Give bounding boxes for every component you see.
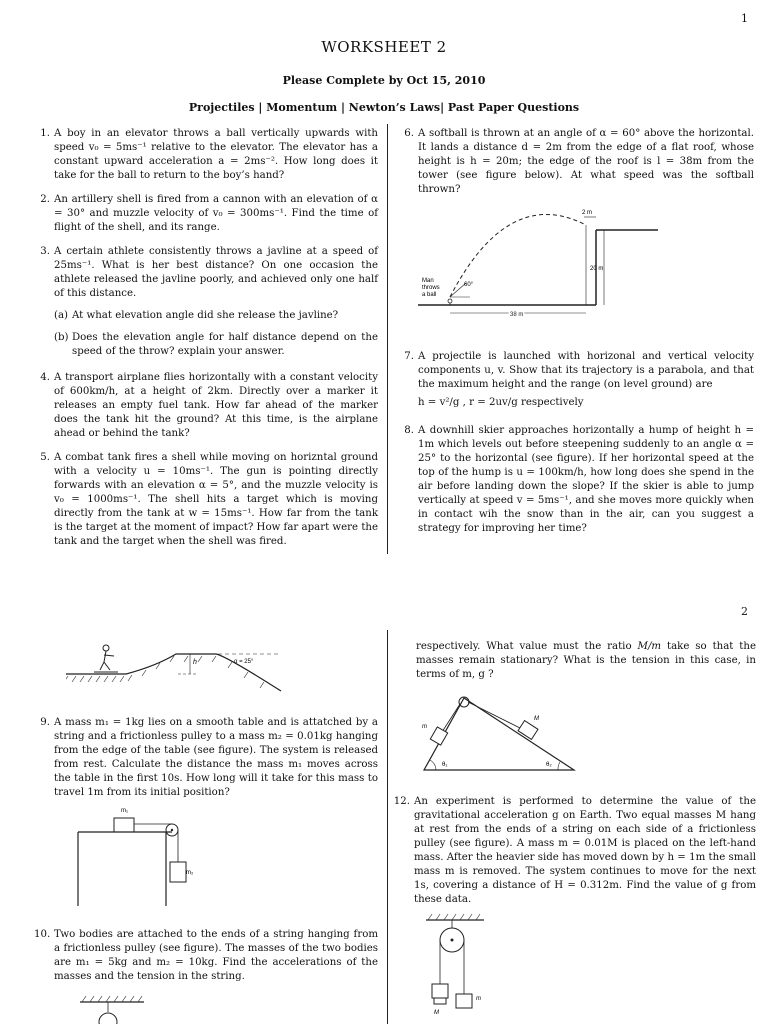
mass-m-small <box>434 998 446 1004</box>
softball-figure <box>418 205 658 325</box>
question-text: A combat tank fires a shell while moving on horizntal ground with a velocity u = 10ms⁻¹. The gun is pointing directly forwards with an elevation α = 5°, and the muzzle velocity is v₀ = 1000ms⁻¹. The shell hits a target which is moving directly from the tank at w = 15ms⁻¹. How far from the tank is the target at the moment of impact? How far apart were the tank and the target when the shell was fired. <box>54 452 378 547</box>
range-formula: h = v²/g , r = 2uv/g respectively <box>418 397 584 408</box>
M-label: M <box>534 716 539 722</box>
skier-icon <box>94 645 118 672</box>
theta2-arc <box>558 762 560 770</box>
man-figure <box>448 299 452 303</box>
mass-m2 <box>170 862 186 882</box>
height-label: 20 m <box>590 266 604 272</box>
right-column-page2 <box>390 795 756 917</box>
question-text: A mass m₁ = 1kg lies on a smooth table and is attatched by a string and a frictionless pulley to a mass m₂ = 0.01kg hanging from the edge of the table (see figure). The system is released from rest. Calculate the distance the mass m₁ moves across the table in the first 10s. How long will it take for this mass to travel 1m from its initial position? <box>54 717 378 798</box>
left-column-page2-lower <box>34 928 378 994</box>
left-column-page1 <box>34 127 378 559</box>
inclined-planes-figure <box>420 694 580 776</box>
question-text: An experiment is performed to determine the value of the gravitational acceleration g on Earth. Two equal masses M hang at rest from the ends of a string on each side of a frictionless pulley (see figure). A mass m = 0.01M is placed on the left-hand mass. After the heavier side has moved down by h = 1m the small mass m is removed. The system continues to move for the next 1s, covering a distance of H = 0.312m. Find the value of g from these data. <box>414 796 756 905</box>
question-number: 2. <box>40 194 50 205</box>
table-pulley-figure <box>74 806 224 906</box>
string-right <box>468 702 524 730</box>
man-label-2: throws <box>422 285 440 291</box>
right-column-page1 <box>398 127 754 207</box>
question-4 <box>34 371 378 441</box>
question-3b <box>34 331 378 359</box>
ceiling-hatch <box>428 914 480 920</box>
question-3a <box>34 309 378 323</box>
mass-M-right <box>456 994 472 1008</box>
question-number: 4. <box>40 372 50 383</box>
pulley-axle <box>171 829 173 831</box>
page-number-1: 1 <box>741 12 748 25</box>
part-label: (a) <box>54 310 69 321</box>
question-text: A projectile is launched with horizonal and vertical velocity components u, v. Show that its trajectory is a parabola, and that the maximum height and the range (on level ground) are <box>418 351 754 390</box>
man-label-3: a ball <box>422 292 437 298</box>
due-date: Please Complete by Oct 15, 2010 <box>282 74 486 87</box>
question-number: 7. <box>404 351 414 362</box>
question-2 <box>34 193 378 235</box>
pulley-axle <box>451 939 454 942</box>
question-1 <box>34 127 378 183</box>
question-number: 3. <box>40 246 50 257</box>
mass-M-block <box>518 721 538 740</box>
theta2-label: θ₂ <box>546 762 552 768</box>
question-text: A transport airplane flies horizontally with a constant velocity of 600km/h, at a height of 2km. Directly over a marker it releases an empty fuel tank. How far ahead of the marker does the tank hit the ground? At this time, is the airplane ahead or behind the tank? <box>54 372 378 439</box>
q11-text-b: take so that the masses remain stationary? What is the tension in this case, in terms of m, g ? <box>416 641 756 680</box>
right-column-page1-lower <box>398 350 754 546</box>
part-label: (b) <box>54 332 69 343</box>
string-left <box>442 704 460 732</box>
question-text: An artillery shell is fired from a cannon with an elevation of α = 30° and muzzle velocity of v₀ = 300ms⁻¹. Find the time of flight of the shell, and its range. <box>54 194 378 233</box>
page-number-2: 2 <box>741 605 748 618</box>
question-text: A softball is thrown at an angle of α = 60° above the horizontal. It lands a distance d = 2m from the edge of a flat roof, whose height is h = 20m; the edge of the roof is l = 38m from the tower (see figure below). At what speed was the softball thrown? <box>418 128 754 195</box>
m-label: m <box>422 724 427 730</box>
h-label: h <box>193 659 197 666</box>
hanging-pulley-figure-q10 <box>78 994 148 1024</box>
question-number: 6. <box>404 128 414 139</box>
man-label-1: Man <box>422 278 434 284</box>
theta1-arc <box>430 760 436 770</box>
part-text: At what elevation angle did she release the javline? <box>72 310 339 321</box>
question-text: A downhill skier approaches horizontally a hump of height h = 1m which levels out before steepening suddenly to an angle α = 25° to the horizontal (see figure). If her horizontal speed at the top of the hump is u = 100km/h, how long does she spend in the air before landing down the slope? If the skier is able to jump vertically at speed v = 5ms⁻¹, and she moves more quickly when in contact wih the snow than in the air, can you suggest a strategy for improving her time? <box>418 425 754 534</box>
question-3 <box>34 245 378 301</box>
skier-hump-figure <box>66 636 286 692</box>
question-text: A certain athlete consistently throws a javline at a speed of 25ms⁻¹. What is her best distance? On one occasion the athlete released the javline poorly, and achieved only one half of this distance. <box>54 246 378 299</box>
question-text: A boy in an elevator throws a ball vertically upwards with speed v₀ = 5ms⁻¹ relative to the elevator. The elevator has a constant upward acceleration a = 2ms⁻². How long does it take for the ball to return to the boy’s hand? <box>54 128 378 181</box>
theta1-label: θ₁ <box>442 762 448 768</box>
worksheet-title: WORKSHEET 2 <box>321 38 447 56</box>
question-number: 8. <box>404 425 414 436</box>
topics-line: Projectiles | Momentum | Newton’s Laws| Past Paper Questions <box>188 101 580 114</box>
question-text: Two bodies are attached to the ends of a string hanging from a frictionless pulley (see figure). The masses of the two bodies are m₁ = 5kg and m₂ = 10kg. Find the accelerations of the masses and the tension in the string. <box>54 929 378 982</box>
top-label: 2 m <box>582 210 593 216</box>
question-5 <box>34 451 378 549</box>
question-10 <box>34 928 378 984</box>
m1-label: m₁ <box>121 808 129 814</box>
m2-label: m₂ <box>186 870 194 876</box>
mass-m-block <box>430 727 447 745</box>
pulley-icon <box>99 1013 117 1024</box>
q11-continuation <box>416 640 756 682</box>
distance-label: 38 m <box>510 312 524 318</box>
question-number: 9. <box>40 717 50 728</box>
question-number: 10. <box>34 929 51 940</box>
question-6 <box>398 127 754 197</box>
question-number: 1. <box>40 128 50 139</box>
part-text: Does the elevation angle for half distance depend on the speed of the throw? explain your answer. <box>72 332 378 357</box>
column-divider-2 <box>387 630 388 1024</box>
mass-M-left <box>432 984 448 998</box>
q11-text-a: respectively. What value must the ratio <box>416 641 632 652</box>
atwood-figure <box>424 910 504 1024</box>
question-7 <box>398 350 754 410</box>
column-divider-1 <box>387 124 388 554</box>
question-8 <box>398 424 754 536</box>
angle-label: 60° <box>464 282 474 288</box>
M-label: M <box>434 1010 439 1016</box>
question-number: 5. <box>40 452 50 463</box>
mass-ratio: M/m <box>637 641 662 652</box>
question-12 <box>390 795 756 907</box>
m-label: m <box>476 996 481 1002</box>
left-column-page2 <box>34 716 378 810</box>
slope-angle-label: α = 25° <box>234 659 254 665</box>
question-number: 12. <box>393 796 410 807</box>
mass-m1 <box>114 818 134 832</box>
question-9 <box>34 716 378 800</box>
ceiling-hatch <box>82 996 142 1002</box>
